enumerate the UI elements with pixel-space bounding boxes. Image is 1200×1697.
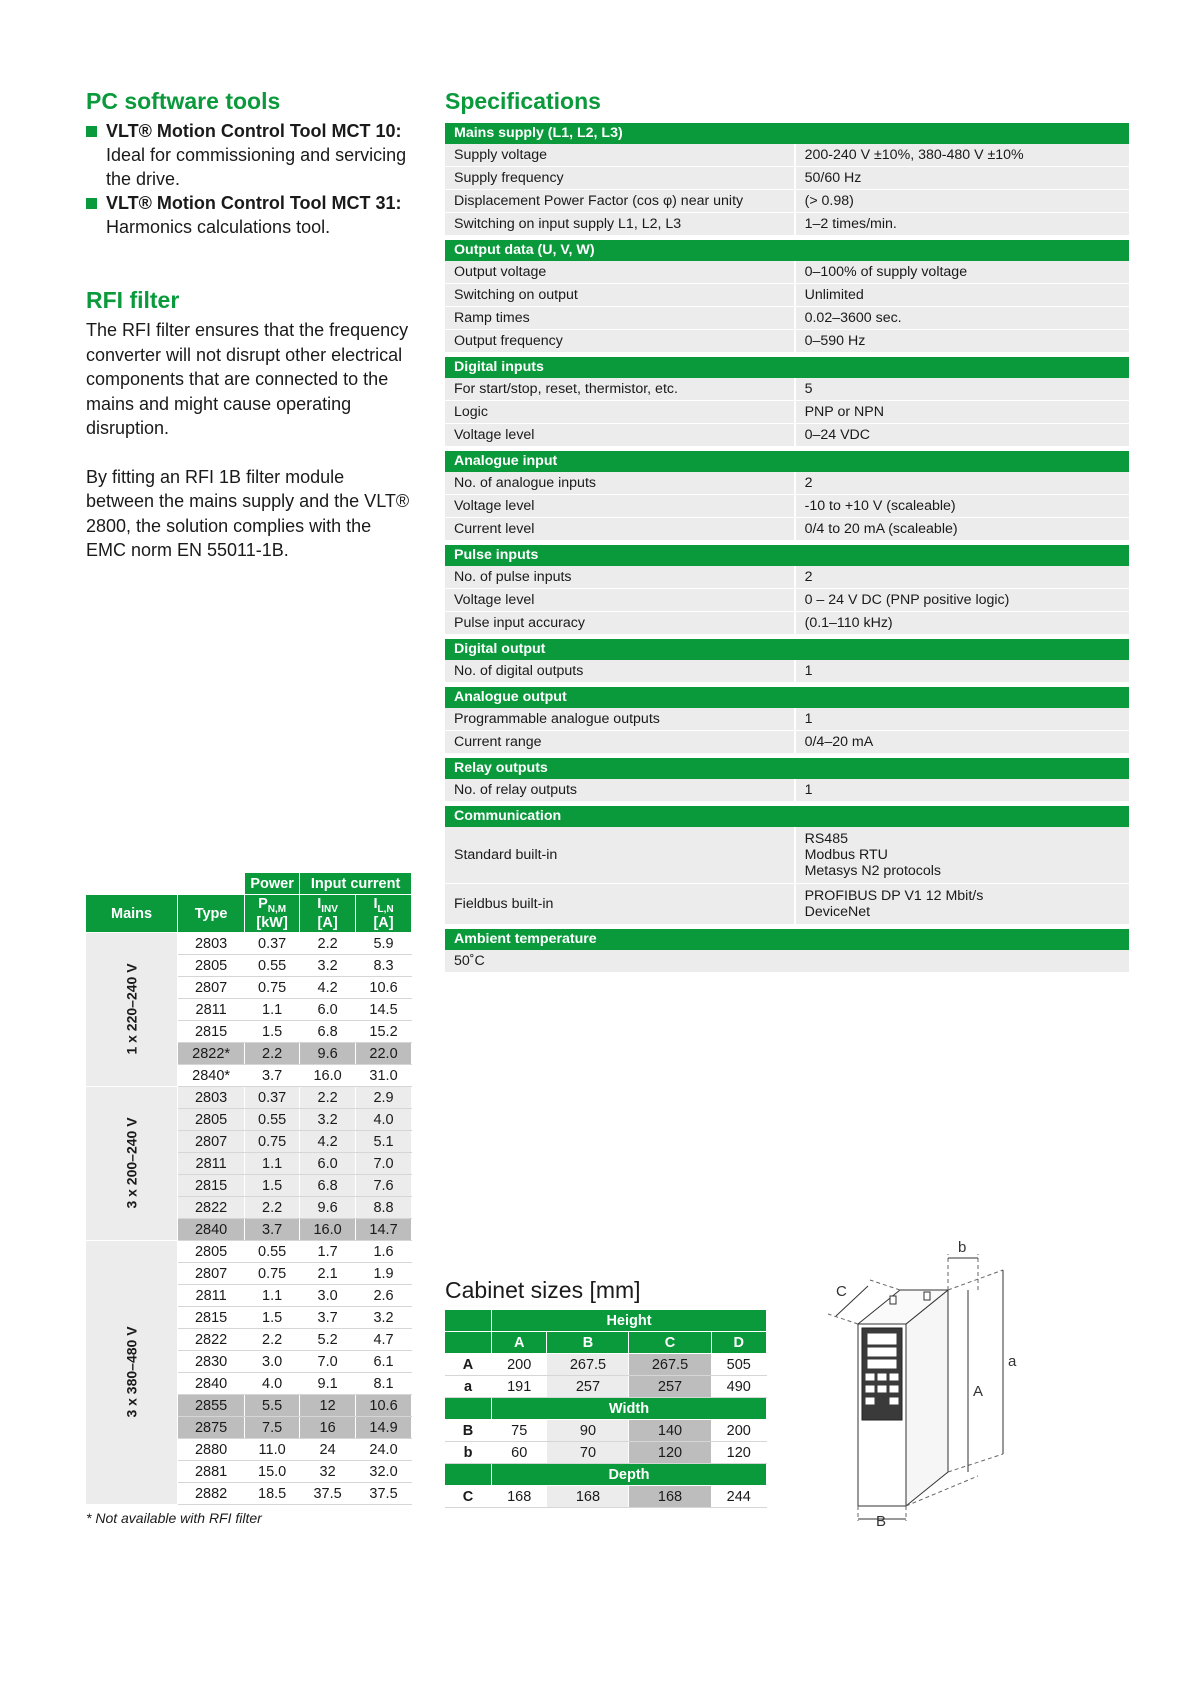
spec-label: Supply frequency: [445, 167, 795, 190]
power-cell-p: 0.55: [245, 1241, 300, 1263]
power-cell-type: 2803: [178, 1087, 245, 1109]
power-cell-iinv: 3.0: [300, 1285, 356, 1307]
power-cell-iinv: 2.2: [300, 1087, 356, 1109]
power-cell-iln: 5.9: [356, 933, 412, 955]
power-cell-p: 0.75: [245, 1131, 300, 1153]
power-group-header: Power: [245, 873, 300, 895]
power-cell-iln: 15.2: [356, 1021, 412, 1043]
spec-value: PNP or NPN: [795, 401, 1129, 424]
power-cell-iln: 14.9: [356, 1417, 412, 1439]
power-cell-iinv: 7.0: [300, 1351, 356, 1373]
cabinet-column-header: B: [547, 1332, 629, 1354]
power-cell-iln: 4.0: [356, 1109, 412, 1131]
power-cell-type: 2815: [178, 1307, 245, 1329]
cabinet-cell: 191: [492, 1376, 547, 1398]
spec-section-header: [445, 687, 1129, 708]
spec-label: Current range: [445, 731, 795, 754]
iln-label: $I_{L,N}$: [373, 895, 394, 915]
spec-section-title: Analogue input: [445, 451, 1129, 472]
spec-label: Ramp times: [445, 307, 795, 330]
power-cell-iinv: 2.2: [300, 933, 356, 955]
cabinet-cell: 120: [711, 1442, 766, 1464]
left-column: [86, 88, 416, 563]
spec-row: [445, 731, 1129, 754]
power-cell-p: 1.5: [245, 1307, 300, 1329]
dim-label-A: A: [973, 1383, 984, 1400]
power-cell-iinv: 1.7: [300, 1241, 356, 1263]
power-cell-p: 18.5: [245, 1483, 300, 1505]
cabinet-cell: 200: [711, 1420, 766, 1442]
power-cell-p: 3.7: [245, 1219, 300, 1241]
power-cell-iinv: 3.7: [300, 1307, 356, 1329]
spec-section-title: Pulse inputs: [445, 545, 1129, 566]
power-cell-p: 4.0: [245, 1373, 300, 1395]
spec-section-title: Digital output: [445, 639, 1129, 660]
power-cell-p: 2.2: [245, 1197, 300, 1219]
power-cell-type: 2830: [178, 1351, 245, 1373]
spec-row: [445, 190, 1129, 213]
power-cell-type: 2822: [178, 1197, 245, 1219]
cabinet-cell: 70: [547, 1442, 629, 1464]
spec-label: No. of analogue inputs: [445, 472, 795, 495]
spec-value: 1: [795, 708, 1129, 731]
power-cell-type: 2805: [178, 1241, 245, 1263]
cabinet-cell: 267.5: [629, 1354, 711, 1376]
power-cell-type: 2840: [178, 1219, 245, 1241]
cabinet-row: [445, 1376, 767, 1398]
cabinet-row: [445, 1420, 767, 1442]
power-cell-p: 1.1: [245, 999, 300, 1021]
spec-label: Voltage level: [445, 495, 795, 518]
power-cell-iln: 14.7: [356, 1219, 412, 1241]
cabinet-column-header: D: [711, 1332, 766, 1354]
spec-label: For start/stop, reset, thermistor, etc.: [445, 378, 795, 401]
spec-row: [445, 612, 1129, 635]
power-cell-p: 1.5: [245, 1175, 300, 1197]
spec-value: 50/60 Hz: [795, 167, 1129, 190]
power-cell-p: 1.5: [245, 1021, 300, 1043]
power-cell-type: 2881: [178, 1461, 245, 1483]
power-cell-iln: 22.0: [356, 1043, 412, 1065]
power-cell-iinv: 6.0: [300, 999, 356, 1021]
power-cell-type: 2840*: [178, 1065, 245, 1087]
power-cell-iinv: 16.0: [300, 1219, 356, 1241]
power-cell-iinv: 16: [300, 1417, 356, 1439]
spec-section-header: [445, 545, 1129, 566]
spec-label: Supply voltage: [445, 144, 795, 167]
blank-cell: [445, 1332, 492, 1354]
spec-value: PROFIBUS DP V1 12 Mbit/s DeviceNet: [795, 884, 1129, 925]
cabinet-cell: 490: [711, 1376, 766, 1398]
specifications-table: [445, 123, 1129, 973]
spec-value: RS485 Modbus RTU Metasys N2 protocols: [795, 827, 1129, 884]
spec-section-header: [445, 806, 1129, 827]
power-cell-iinv: 6.8: [300, 1175, 356, 1197]
pc-tool-desc: Ideal for commissioning and servicing the drive.: [106, 145, 407, 189]
pc-tool-name: VLT® Motion Control Tool MCT 10:: [106, 121, 402, 141]
dim-label-B: B: [876, 1513, 887, 1526]
mains-voltage-label: 3 x 380–480 V: [123, 1326, 140, 1418]
spec-value: 1: [795, 660, 1129, 683]
power-cell-p: 15.0: [245, 1461, 300, 1483]
spec-label: Voltage level: [445, 424, 795, 447]
spec-row: [445, 261, 1129, 284]
power-cell-iinv: 4.2: [300, 1131, 356, 1153]
cabinet-row: [445, 1442, 767, 1464]
power-cell-type: 2822*: [178, 1043, 245, 1065]
cabinet-sizes-heading: Cabinet sizes [mm]: [445, 1277, 641, 1303]
power-cell-type: 2807: [178, 1131, 245, 1153]
power-cell-type: 2807: [178, 1263, 245, 1285]
pc-tools-list: [86, 119, 416, 239]
rfi-paragraph-1: The RFI filter ensures that the frequency converter will not disrupt other electrical components that are connected to the mains and might cause operating disruption.: [86, 320, 409, 438]
spec-section-title: Mains supply (L1, L2, L3): [445, 123, 1129, 144]
spec-label: No. of digital outputs: [445, 660, 795, 683]
cabinet-cell: 200: [492, 1354, 547, 1376]
cabinet-group-header: Width: [492, 1398, 767, 1420]
pc-tool-item: [86, 191, 416, 239]
spec-section-title: Digital inputs: [445, 357, 1129, 378]
dim-label-a: a: [1008, 1353, 1017, 1370]
spec-value: 1–2 times/min.: [795, 213, 1129, 236]
power-cell-p: 1.1: [245, 1285, 300, 1307]
power-cell-p: 0.75: [245, 1263, 300, 1285]
power-cell-iinv: 16.0: [300, 1065, 356, 1087]
cabinet-cell: 140: [629, 1420, 711, 1442]
spec-label: Programmable analogue outputs: [445, 708, 795, 731]
cabinet-cell: 257: [547, 1376, 629, 1398]
spec-label: Displacement Power Factor (cos φ) near unity: [445, 190, 795, 213]
mains-group-cell: [86, 1087, 178, 1241]
cabinet-group-header: Height: [492, 1310, 767, 1332]
pnm-column-header: [245, 895, 300, 933]
power-cell-iln: 8.8: [356, 1197, 412, 1219]
blank-cell: [86, 873, 245, 895]
spec-value: 0/4–20 mA: [795, 731, 1129, 754]
power-cell-iln: 8.3: [356, 955, 412, 977]
spec-label: Standard built-in: [445, 827, 795, 884]
pnm-label: $P_{N,M}$: [258, 895, 287, 915]
blank-cell: [445, 1464, 492, 1486]
power-cell-p: 7.5: [245, 1417, 300, 1439]
spec-value: 0.02–3600 sec.: [795, 307, 1129, 330]
cabinet-row-key: A: [445, 1354, 492, 1376]
spec-section-header: [445, 639, 1129, 660]
power-cell-iln: 2.6: [356, 1285, 412, 1307]
power-cell-iln: 2.9: [356, 1087, 412, 1109]
spec-section-title: Analogue output: [445, 687, 1129, 708]
power-cell-iinv: 6.0: [300, 1153, 356, 1175]
power-cell-p: 0.37: [245, 933, 300, 955]
power-cell-type: 2882: [178, 1483, 245, 1505]
spec-row: [445, 495, 1129, 518]
spec-label: Logic: [445, 401, 795, 424]
blank-cell: [445, 1398, 492, 1420]
spec-row: [445, 950, 1129, 973]
power-cell-iinv: 2.1: [300, 1263, 356, 1285]
mains-column-header: Mains: [86, 895, 178, 933]
spec-row: [445, 330, 1129, 353]
power-cell-iinv: 9.6: [300, 1197, 356, 1219]
cabinet-cell: 168: [547, 1486, 629, 1508]
cabinet-group-header: Depth: [492, 1464, 767, 1486]
specifications-heading: Specifications: [445, 88, 601, 114]
power-cell-iln: 1.6: [356, 1241, 412, 1263]
power-cell-iinv: 3.2: [300, 955, 356, 977]
mains-voltage-label: 1 x 220–240 V: [123, 963, 140, 1055]
cabinet-cell: 168: [492, 1486, 547, 1508]
square-bullet-icon: [86, 198, 97, 209]
spec-value: 0–590 Hz: [795, 330, 1129, 353]
power-cell-iln: 6.1: [356, 1351, 412, 1373]
power-cell-type: 2807: [178, 977, 245, 999]
cabinet-row-key: a: [445, 1376, 492, 1398]
power-cell-iln: 24.0: [356, 1439, 412, 1461]
pc-tool-name: VLT® Motion Control Tool MCT 31:: [106, 193, 402, 213]
spec-label: No. of relay outputs: [445, 779, 795, 802]
power-cell-p: 5.5: [245, 1395, 300, 1417]
spec-value: 0–100% of supply voltage: [795, 261, 1129, 284]
spec-row: [445, 589, 1129, 612]
power-cell-p: 3.0: [245, 1351, 300, 1373]
pc-tools-heading: PC software tools: [86, 88, 281, 114]
spec-row: [445, 167, 1129, 190]
cabinet-row-key: B: [445, 1420, 492, 1442]
power-cell-type: 2811: [178, 1285, 245, 1307]
specifications-panel: [445, 88, 1129, 973]
spec-row: [445, 424, 1129, 447]
mains-group-cell: [86, 933, 178, 1087]
spec-row: [445, 660, 1129, 683]
blank-cell: [445, 1310, 492, 1332]
power-cell-iln: 1.9: [356, 1263, 412, 1285]
spec-value: (> 0.98): [795, 190, 1129, 213]
square-bullet-icon: [86, 126, 97, 137]
power-table-panel: [86, 873, 412, 1505]
power-cell-iln: 7.0: [356, 1153, 412, 1175]
power-cell-iinv: 24: [300, 1439, 356, 1461]
spec-value: 0 – 24 V DC (PNP positive logic): [795, 589, 1129, 612]
cabinet-cell: 120: [629, 1442, 711, 1464]
drive-outline-drawing: [828, 1236, 1028, 1526]
cabinet-cell: 505: [711, 1354, 766, 1376]
spec-section-title: Ambient temperature: [445, 929, 1129, 950]
power-cell-type: 2803: [178, 933, 245, 955]
power-cell-type: 2880: [178, 1439, 245, 1461]
power-cell-p: 0.75: [245, 977, 300, 999]
cabinet-cell: 257: [629, 1376, 711, 1398]
power-cell-p: 2.2: [245, 1043, 300, 1065]
cabinet-table-panel: [445, 1310, 767, 1508]
power-cell-iln: 31.0: [356, 1065, 412, 1087]
power-cell-iinv: 12: [300, 1395, 356, 1417]
mains-group-cell: [86, 1241, 178, 1505]
power-cell-type: 2815: [178, 1175, 245, 1197]
power-cell-iinv: 3.2: [300, 1109, 356, 1131]
power-cell-iln: 7.6: [356, 1175, 412, 1197]
spec-label: Switching on output: [445, 284, 795, 307]
spec-section-title: Output data (U, V, W): [445, 240, 1129, 261]
spec-value: Unlimited: [795, 284, 1129, 307]
power-cell-iln: 8.1: [356, 1373, 412, 1395]
power-cell-p: 0.37: [245, 1087, 300, 1109]
power-cell-type: 2811: [178, 1153, 245, 1175]
spec-row: [445, 401, 1129, 424]
spec-section-header: [445, 758, 1129, 779]
spec-label: Voltage level: [445, 589, 795, 612]
power-table-row: [86, 933, 412, 955]
spec-label: Current level: [445, 518, 795, 541]
spec-section-header: [445, 451, 1129, 472]
power-cell-iinv: 9.1: [300, 1373, 356, 1395]
power-cell-iln: 3.2: [356, 1307, 412, 1329]
spec-row: [445, 827, 1129, 884]
side-face-shape: [906, 1290, 948, 1506]
spec-section-title: Communication: [445, 806, 1129, 827]
iln-column-header: [356, 895, 412, 933]
spec-value: 0–24 VDC: [795, 424, 1129, 447]
power-cell-type: 2855: [178, 1395, 245, 1417]
cabinet-cell: 60: [492, 1442, 547, 1464]
spec-row: [445, 884, 1129, 925]
cabinet-column-header: C: [629, 1332, 711, 1354]
input-current-group-header: Input current: [300, 873, 412, 895]
spec-row: [445, 144, 1129, 167]
cabinet-column-header: A: [492, 1332, 547, 1354]
iln-unit: [A]: [373, 915, 394, 932]
dim-label-C: C: [836, 1283, 847, 1300]
spec-row: [445, 378, 1129, 401]
power-cell-type: 2805: [178, 1109, 245, 1131]
spec-value: -10 to +10 V (scaleable): [795, 495, 1129, 518]
power-cell-iln: 10.6: [356, 977, 412, 999]
spec-row: [445, 307, 1129, 330]
cabinet-row-key: b: [445, 1442, 492, 1464]
spec-value: (0.1–110 kHz): [795, 612, 1129, 635]
power-cell-iinv: 4.2: [300, 977, 356, 999]
power-cell-iln: 14.5: [356, 999, 412, 1021]
power-cell-iinv: 32: [300, 1461, 356, 1483]
spec-section-header: [445, 357, 1129, 378]
rfi-paragraph-2: By fitting an RFI 1B filter module between the mains supply and the VLT® 2800, the solution complies with the EMC norm EN 55011-1B.: [86, 466, 410, 560]
power-cell-iinv: 37.5: [300, 1483, 356, 1505]
spec-value: 2: [795, 566, 1129, 589]
power-cell-iinv: 5.2: [300, 1329, 356, 1351]
spec-label: Pulse input accuracy: [445, 612, 795, 635]
spec-row: [445, 284, 1129, 307]
spec-section-header: [445, 240, 1129, 261]
spec-row: [445, 518, 1129, 541]
dim-label-b: b: [958, 1239, 967, 1256]
power-cell-iln: 4.7: [356, 1329, 412, 1351]
cabinet-row: [445, 1486, 767, 1508]
spec-row: [445, 779, 1129, 802]
spec-label: No. of pulse inputs: [445, 566, 795, 589]
power-cell-p: 3.7: [245, 1065, 300, 1087]
display-shape: [868, 1334, 896, 1344]
spec-label: Switching on input supply L1, L2, L3: [445, 213, 795, 236]
spec-value: 0/4 to 20 mA (scaleable): [795, 518, 1129, 541]
spec-label: Output voltage: [445, 261, 795, 284]
power-cell-iln: 37.5: [356, 1483, 412, 1505]
spec-row: [445, 472, 1129, 495]
iinv-label: $I_{INV}$: [317, 895, 338, 915]
iinv-unit: [A]: [317, 915, 338, 932]
spec-label: Output frequency: [445, 330, 795, 353]
spec-section-header: [445, 123, 1129, 144]
power-cell-p: 0.55: [245, 955, 300, 977]
power-cell-p: 1.1: [245, 1153, 300, 1175]
cabinet-dimension-drawing: [828, 1236, 1028, 1531]
pnm-unit: [kW]: [256, 915, 288, 932]
power-table: [86, 873, 412, 1505]
power-cell-iinv: 9.6: [300, 1043, 356, 1065]
spec-row: [445, 708, 1129, 731]
spec-value: 5: [795, 378, 1129, 401]
spec-row: [445, 566, 1129, 589]
power-cell-type: 2805: [178, 955, 245, 977]
cabinet-cell: 75: [492, 1420, 547, 1442]
spec-row: [445, 213, 1129, 236]
footnote: * Not available with RFI filter: [86, 1510, 262, 1526]
power-cell-type: 2811: [178, 999, 245, 1021]
iinv-column-header: [300, 895, 356, 933]
power-cell-p: 0.55: [245, 1109, 300, 1131]
mains-voltage-label: 3 x 200–240 V: [123, 1117, 140, 1209]
cabinet-table: [445, 1310, 767, 1508]
cabinet-cell: 267.5: [547, 1354, 629, 1376]
spec-value: 2: [795, 472, 1129, 495]
rfi-heading: RFI filter: [86, 287, 180, 313]
spec-value: 200-240 V ±10%, 380-480 V ±10%: [795, 144, 1129, 167]
power-cell-type: 2815: [178, 1021, 245, 1043]
spec-value: 1: [795, 779, 1129, 802]
power-cell-type: 2840: [178, 1373, 245, 1395]
power-cell-iln: 10.6: [356, 1395, 412, 1417]
power-cell-p: 11.0: [245, 1439, 300, 1461]
pc-tool-item: [86, 119, 416, 191]
power-table-row: [86, 1087, 412, 1109]
power-cell-p: 2.2: [245, 1329, 300, 1351]
type-column-header: Type: [178, 895, 245, 933]
power-table-row: [86, 1241, 412, 1263]
spec-section-title: Relay outputs: [445, 758, 1129, 779]
power-cell-type: 2822: [178, 1329, 245, 1351]
cabinet-cell: 90: [547, 1420, 629, 1442]
cabinet-cell: 244: [711, 1486, 766, 1508]
pc-tool-desc: Harmonics calculations tool.: [106, 217, 331, 237]
cabinet-cell: 168: [629, 1486, 711, 1508]
spec-label: 50˚C: [445, 950, 1129, 973]
cabinet-row-key: C: [445, 1486, 492, 1508]
spec-section-header: [445, 929, 1129, 950]
power-cell-type: 2875: [178, 1417, 245, 1439]
power-cell-iln: 5.1: [356, 1131, 412, 1153]
power-cell-iln: 32.0: [356, 1461, 412, 1483]
spec-label: Fieldbus built-in: [445, 884, 795, 925]
power-cell-iinv: 6.8: [300, 1021, 356, 1043]
cabinet-row: [445, 1354, 767, 1376]
